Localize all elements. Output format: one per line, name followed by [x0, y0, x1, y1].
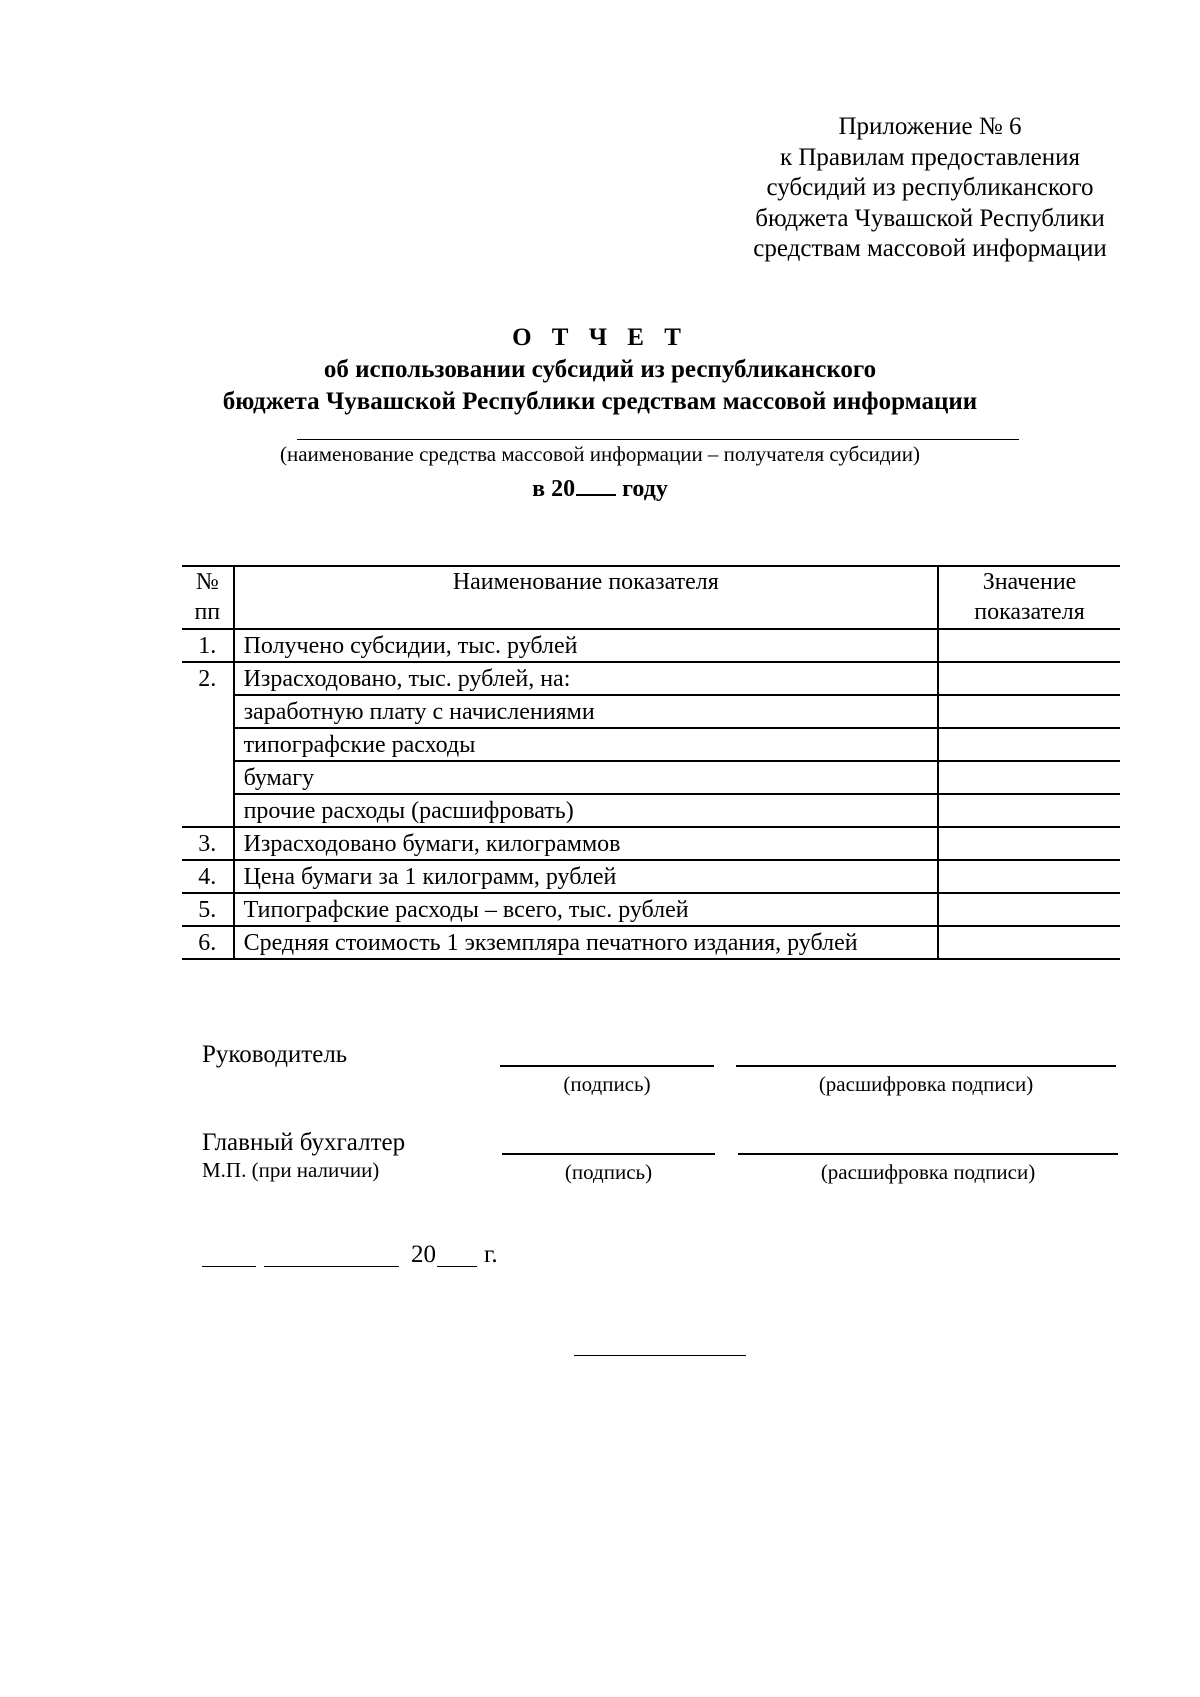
row-indicator: Цена бумаги за 1 килограмм, рублей — [234, 860, 938, 893]
row-value[interactable] — [938, 827, 1120, 860]
table-row — [182, 629, 1120, 662]
date-year-field[interactable] — [437, 1266, 477, 1267]
header-num: № пп — [182, 566, 234, 629]
head-decoding-field[interactable] — [736, 1065, 1116, 1067]
appendix-line: средствам массовой информации — [753, 235, 1107, 262]
row-indicator: Израсходовано, тыс. рублей, на: — [234, 662, 938, 695]
row-num — [182, 794, 234, 827]
row-value[interactable] — [938, 794, 1120, 827]
report-heading: О Т Ч Е Т — [512, 324, 688, 351]
table-row — [182, 662, 1120, 695]
table-row — [182, 827, 1120, 860]
row-indicator: заработную плату с начислениями — [234, 695, 938, 728]
stamp-label: М.П. (при наличии) — [202, 1158, 380, 1182]
report-subtitle-line: об использовании субсидий из республиканского — [323, 356, 877, 383]
row-indicator: прочие расходы (расшифровать) — [234, 794, 938, 827]
appendix-block — [700, 112, 1160, 265]
year-blank[interactable] — [576, 472, 616, 496]
head-label: Руководитель — [202, 1041, 348, 1068]
row-indicator: бумагу — [234, 761, 938, 794]
table-header-row — [182, 566, 1120, 629]
appendix-line: субсидий из республиканского — [766, 174, 1094, 201]
row-value[interactable] — [938, 629, 1120, 662]
row-value[interactable] — [938, 926, 1120, 959]
indicators-table — [182, 565, 1120, 960]
accountant-decoding-caption: (расшифровка подписи) — [820, 1160, 1036, 1184]
row-num: 2. — [182, 662, 234, 695]
table-row — [182, 794, 1120, 827]
row-num — [182, 761, 234, 794]
header-value: Значение показателя — [938, 566, 1120, 629]
head-decoding-caption: (расшифровка подписи) — [818, 1072, 1034, 1096]
appendix-line: бюджета Чувашской Республики — [755, 204, 1105, 232]
appendix-line: к Правилам предоставления — [779, 143, 1081, 171]
row-num: 1. — [182, 629, 234, 662]
row-value[interactable] — [938, 695, 1120, 728]
row-indicator: типографские расходы — [234, 728, 938, 761]
accountant-signature-caption: (подпись) — [564, 1160, 653, 1184]
closing-divider — [574, 1355, 746, 1356]
row-value[interactable] — [938, 728, 1120, 761]
table-row — [182, 761, 1120, 794]
table-row — [182, 893, 1120, 926]
row-num: 5. — [182, 893, 234, 926]
date-year-suffix: г. — [484, 1241, 498, 1268]
year-prefix: в 20 — [532, 476, 576, 502]
date-year-prefix: 20 — [411, 1241, 436, 1268]
recipient-name-field[interactable] — [297, 439, 1019, 440]
table-row — [182, 860, 1120, 893]
row-num: 4. — [182, 860, 234, 893]
row-value[interactable] — [938, 860, 1120, 893]
row-num — [182, 695, 234, 728]
date-day-field[interactable] — [202, 1266, 256, 1267]
row-num — [182, 728, 234, 761]
accountant-decoding-field[interactable] — [738, 1153, 1118, 1155]
report-subtitle-line: бюджета Чувашской Республики средствам массовой информации — [222, 388, 978, 415]
year-suffix: году — [622, 476, 668, 502]
report-year-line — [0, 472, 1200, 504]
row-indicator: Типографские расходы – всего, тыс. рублей — [234, 893, 938, 926]
accountant-signature-field[interactable] — [502, 1153, 715, 1155]
row-indicator: Израсходовано бумаги, килограммов — [234, 827, 938, 860]
header-indicator: Наименование показателя — [234, 566, 938, 629]
recipient-caption: (наименование средства массовой информации – получателя субсидии) — [279, 442, 921, 466]
row-indicator: Средняя стоимость 1 экземпляра печатного издания, рублей — [234, 926, 938, 959]
date-month-field[interactable] — [264, 1266, 399, 1267]
table-row — [182, 728, 1120, 761]
row-value[interactable] — [938, 662, 1120, 695]
row-indicator: Получено субсидии, тыс. рублей — [234, 629, 938, 662]
head-signature-caption: (подпись) — [563, 1072, 651, 1096]
report-title — [0, 322, 1200, 418]
row-num: 3. — [182, 827, 234, 860]
accountant-label: Главный бухгалтер — [202, 1129, 406, 1156]
table-row — [182, 926, 1120, 959]
row-num: 6. — [182, 926, 234, 959]
row-value[interactable] — [938, 893, 1120, 926]
row-value[interactable] — [938, 761, 1120, 794]
head-signature-field[interactable] — [500, 1065, 714, 1067]
appendix-line: Приложение № 6 — [838, 113, 1022, 140]
table-row — [182, 695, 1120, 728]
